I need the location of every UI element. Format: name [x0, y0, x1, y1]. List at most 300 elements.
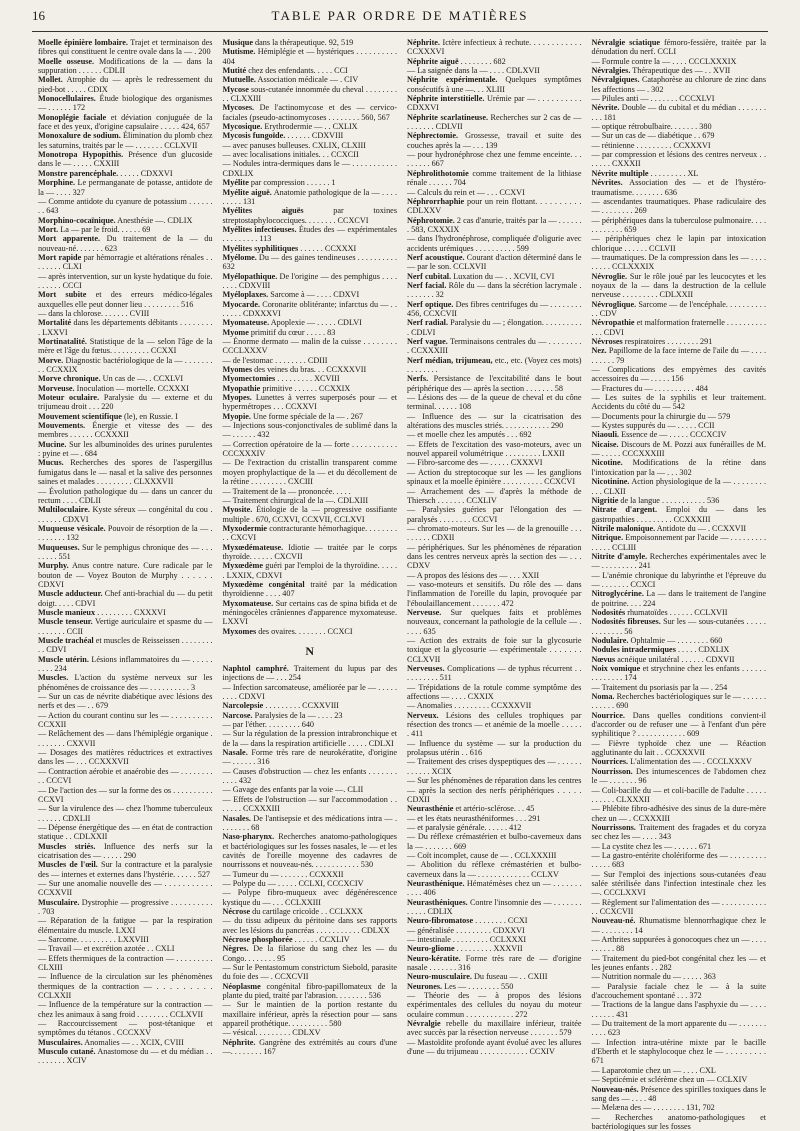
entry-text: Lésions des cellules trophiques par résection des troncs — et anémie de la moelle . . . . . . 411 — [407, 710, 582, 739]
entry-text: acnéique unilatéral . . . . . . CDXVII — [615, 654, 735, 664]
entry-text: par hémorragie et altérations rénales . . . . . . . . CLXI — [38, 252, 213, 272]
entry-text: — Infection intra-utérine mixte par le bacille d'Eberth et le staphylocoque chez le — . . . . . . . . . 671 — [591, 1037, 766, 1066]
entry-text: — Laparotomie chez un — . . . . CXL — [591, 1065, 716, 1075]
entry-text: Contre l'insomnie des — . . . . . . . . . . . . CDLIX — [407, 897, 582, 916]
entry-text: — Melæna des — . . . . . . . . 131, 702 — [591, 1103, 715, 1113]
entry-headword: Nerf acoustique. — [407, 252, 465, 262]
index-entry — [592, 169, 767, 178]
index-entry — [592, 300, 767, 319]
entry-headword: Mucus. — [38, 458, 64, 468]
entry-headword: Musculo cutané. — [38, 1047, 96, 1057]
entry-text: (le), en Russie. I — [121, 411, 178, 421]
entry-headword: Mutuelle. — [222, 75, 256, 85]
index-entry — [38, 169, 213, 178]
entry-headword: Muscles de l'œil. — [38, 860, 98, 870]
index-entry — [38, 57, 213, 76]
entry-text: Recherches bactériologiques sur le — . . . . . . . . . . . . 690 — [591, 692, 766, 711]
entry-text: Des intumescences de l'abdomen chez le — . . . . . . . 96 — [591, 766, 766, 786]
index-entry — [38, 860, 213, 879]
index-entry — [38, 318, 213, 337]
entry-headword: Monstre parencéphale. — [38, 168, 119, 178]
entry-text: Apoplexie — . . . . . CDLVI — [269, 318, 362, 328]
entry-text: — Traitement de la — prononcée. . . . . — [222, 486, 351, 496]
entry-text: — Du traitement de la mort apparente du — . . . . . . . . . . . 623 — [591, 1019, 766, 1038]
index-entry — [592, 122, 767, 131]
entry-text: — Mastoïdite profonde ayant évolué avec les allures d'une — du trijumeau . . . . . . . . . . . . CCXIV — [407, 1037, 582, 1057]
entry-text: De la filariose du sang chez les — du Congo. . . . . . . . 95 — [222, 944, 397, 963]
index-entry — [38, 1019, 213, 1038]
index-entry — [223, 487, 398, 496]
index-entry — [407, 113, 582, 132]
entry-text: — Sarcome. . . . . . . . . . LXXVIII — [38, 935, 149, 944]
entry-headword: Névropathie — [591, 318, 635, 328]
index-entry — [38, 786, 213, 805]
entry-text: Étude biologique des organismes — . . . . . . 172 — [38, 94, 213, 113]
entry-text: — Influence du système — sur la production du prolapsus utérin . . 616 — [407, 738, 582, 758]
entry-headword: Nécrose phosphorée — [222, 934, 293, 944]
index-entry — [38, 234, 213, 253]
entry-headword: Nicaise. — [591, 439, 619, 449]
index-entry — [38, 356, 213, 375]
entry-headword: Neurones. — [407, 981, 443, 991]
index-entry — [592, 851, 767, 870]
index-entry — [223, 85, 398, 104]
entry-text: . . . . . CDXXVI — [118, 168, 173, 178]
entry-text: — avec panuses bulleuses. CXLIX, CLXIII — [222, 140, 366, 150]
entry-headword: Nasale. — [222, 748, 248, 758]
entry-headword: Myxodermie — [222, 523, 268, 533]
entry-headword: Névroglique. — [591, 299, 637, 309]
index-entry — [592, 655, 767, 664]
entry-headword: Névralgie sciatique — [591, 38, 661, 47]
entry-headword: Mutité — [222, 66, 247, 76]
index-entry — [223, 907, 398, 916]
entry-headword: Névroglie. — [591, 271, 628, 281]
entry-text: — La cystite chez les — . . . . . . 671 — [591, 841, 712, 851]
index-entry — [38, 337, 213, 356]
entry-text: Du traitement de la — du nouveau-né. . . . . . . 623 — [38, 234, 213, 253]
entry-text: respiratoires . . . . . . . . 291 — [622, 337, 713, 346]
index-entry — [223, 272, 398, 291]
entry-headword: Myélite aiguë. — [222, 187, 272, 197]
entry-text: Inoculation — mortelle. CCXXXI — [74, 383, 189, 393]
index-entry — [38, 561, 213, 589]
entry-text: — Sur un cas de — diabétique . . 679 — [591, 131, 715, 141]
entry-text: Statistique de la — selon l'âge de la mère et l'âge du fœtus. . . . . . . . . . CCXXI — [38, 337, 213, 356]
entry-text: — Injections sous-conjonctivales de sublimé dans la — . . . . . . 432 — [222, 421, 397, 440]
entry-text: Association des — et de l'hystéro-traumatisme. . . . . . . . 636 — [591, 178, 766, 197]
entry-headword: Musculaires. — [38, 1037, 83, 1047]
entry-text: — Action du streptocoque sur les — les ganglions spinaux et la moelle épinière . . . . . . . . . . CCXCVI — [407, 467, 582, 487]
entry-text: Dystrophie — progressive . . . . . . . . . . . 703 — [38, 897, 213, 916]
index-entry — [592, 898, 767, 917]
index-entry — [407, 524, 582, 543]
index-entry — [592, 683, 767, 692]
entry-text: La — par le froid. . . . . . 69 — [58, 224, 151, 234]
index-entry — [38, 916, 213, 935]
index-entry — [223, 748, 398, 767]
index-entry — [407, 926, 582, 935]
entry-headword: Néphrite expérimentale. — [407, 75, 498, 85]
entry-headword: Névralgiques. — [591, 75, 640, 85]
index-entry — [592, 477, 767, 496]
entry-text: — du tissu adipeux du péritoine dans ses rapports avec les lésions du pancréas . . . . . . . . . . . CDLXX — [222, 916, 397, 935]
entry-text: sous-cutanée innommée du cheval . . . . . . . . . . CLXXIII — [222, 84, 397, 104]
entry-text: etc., etc. (Voyez ces mots) . . . . . . . . — [407, 355, 582, 375]
entry-headword: Multiloculaire. — [38, 505, 90, 515]
index-entry — [38, 178, 213, 197]
header-rule — [32, 31, 768, 32]
entry-text: guéri par l'emploi de la thyroïdine. . . . . . LXXIX, CDXVI — [222, 561, 397, 580]
entry-text: — Correction opératoire de la — forte . . . . . . . . . . . CCCXXXIV — [222, 439, 397, 459]
index-entry — [38, 1038, 213, 1047]
index-entry — [592, 982, 767, 1001]
entry-text: — optique rétrobulbaire. . . . . . . 380 — [591, 122, 712, 132]
page-title: TABLE PAR ORDRE DE MATIÈRES — [271, 8, 529, 23]
index-entry — [223, 337, 398, 356]
index-entry — [407, 991, 582, 1019]
index-entry — [38, 374, 213, 383]
index-entry — [223, 38, 398, 47]
entry-text: Hématémèses chez un — . . . . . . . . . . . 406 — [407, 878, 582, 898]
index-entry — [407, 412, 582, 431]
entry-text: — par l'éther. . . . . . . . . 640 — [222, 720, 315, 730]
index-columns — [38, 38, 767, 1131]
entry-text: — Paralysie faciale chez le — à la suite d'accouchement spontané . . . 372 — [591, 981, 766, 1001]
index-entry — [592, 178, 767, 197]
index-entry — [223, 318, 398, 327]
index-entry — [223, 393, 398, 412]
entry-text: — Calculs du rein et — . . . CCXVI — [407, 187, 525, 197]
index-entry — [407, 898, 582, 917]
entry-text: — Phlébite fibro-adhésive des sinus de la dure-mère chez un — . CCXXXIII — [591, 804, 766, 823]
index-entry — [38, 935, 213, 944]
index-entry — [38, 1047, 213, 1066]
entry-text: Erythrodermie — . . CXLIX — [262, 122, 358, 132]
entry-text: Recherches expérimentales avec le — . . . . . . . . . 241 — [591, 551, 766, 571]
index-entry — [223, 412, 398, 421]
index-entry — [407, 458, 582, 467]
index-entry — [592, 197, 767, 216]
entry-text: — après intervention, sur un kyste hydatique du foie. . . . . . . CCCI — [38, 271, 213, 290]
entry-text: Chef anti-brachial du — du petit doigt. . . . . CDVI — [38, 589, 213, 608]
entry-headword: Murphy. — [38, 561, 69, 571]
entry-headword: Myélites aiguës — [222, 206, 304, 216]
entry-text: Sur la contracture et la paralysie des — internes et externes dans l'hystérie. . . . . . 527 — [38, 860, 213, 879]
entry-text: congénital fibro-papillomateux de la plante du pied, traité par l'abrasion. . . . . . . . 536 — [222, 981, 397, 1001]
entry-headword: Nègres. — [222, 944, 249, 954]
entry-text: Grossesse, travail et suite des couches après la — . . . 139 — [407, 131, 582, 150]
entry-headword: Nœvus — [591, 654, 616, 664]
entry-text: Sur le pemphigus chronique des — . . . . . . . . 551 — [38, 542, 213, 561]
entry-headword: Néphrotomie. — [407, 215, 455, 225]
index-entry — [592, 346, 767, 365]
entry-text: — périphériques. Sur les phénomènes de réparation dans les centres nerveux après la section des — . . . CDXV — [407, 542, 582, 571]
entry-headword: Névralgie — [407, 1019, 441, 1029]
index-entry — [407, 253, 582, 272]
entry-text: — De l'extraction du cristallin transparent comme moyen prophylactique de la — et du décollement de la rétine . . . . . . . . . CXCIII — [222, 458, 397, 487]
entry-text: — et moelle chez les amputés . . . 692 — [407, 430, 532, 440]
index-entry — [223, 916, 398, 935]
entry-text: — Sur les phénomènes de réparation dans les centres — après la section des nerfs périphériques . . . . . CDXII — [407, 776, 582, 804]
entry-text: Pouvoir de résorption de la — . . . . . . . . 132 — [38, 523, 213, 543]
entry-text: et strychnine chez les enfants . . . . . . . . . . . . . . 174 — [591, 664, 767, 683]
index-entry — [407, 281, 582, 300]
entry-headword: Moelle épinière lombaire. — [38, 38, 128, 47]
entry-text: — avec localisations initiales. . . CCXCII — [222, 150, 359, 160]
index-entry — [592, 1113, 767, 1131]
entry-text: — Coït incomplet, cause de — . CCLXXXIII — [407, 850, 557, 860]
index-entry — [38, 412, 213, 421]
entry-headword: Nourrisson. — [591, 766, 633, 776]
index-entry — [407, 739, 582, 758]
entry-text: — Les suites de la syphilis et leur traitement. Accidents du côté du — 542 — [591, 393, 766, 412]
entry-text: — Trépidations de la rotule comme symptôme des affections — . . . . CXXIX — [407, 682, 582, 702]
entry-text: Du — des gaines tendineuses . . . . . . . . . . 632 — [222, 252, 397, 272]
entry-text: — et paralysie générale. . . . . . 412 — [407, 822, 522, 832]
entry-headword: Muscle adducteur. — [38, 589, 103, 599]
entry-text: Le permanganate de potasse, antidote de la — . . . . 327 — [38, 178, 213, 197]
index-entry — [592, 216, 767, 235]
entry-text: — Coli-bacille du — et coli-bacille de l'adulte . . . . . . . . . . . CLXXXII — [591, 785, 766, 804]
entry-text: — Arrachement des — d'après la méthode de Thiersch . . . . . . . CCXLIV — [407, 486, 582, 505]
entry-headword: Myocarde. — [222, 299, 261, 309]
index-entry — [592, 636, 767, 645]
index-entry — [223, 935, 398, 944]
index-entry — [407, 916, 582, 925]
index-entry — [223, 253, 398, 272]
index-entry — [223, 870, 398, 879]
entry-text: rhumatoïdes . . . . . . CCLXVII — [625, 607, 728, 617]
entry-headword: Nerf médian, trijumeau, — [407, 355, 493, 365]
index-entry — [38, 253, 213, 272]
index-entry — [592, 131, 767, 140]
index-entry — [592, 1000, 767, 1019]
entry-headword: Morve chronique. — [38, 374, 101, 384]
index-entry — [223, 384, 398, 393]
index-entry — [38, 458, 213, 486]
index-entry — [592, 421, 767, 430]
entry-text: — Complications des empyèmes des cavités accessoires du — . . . . . 156 — [591, 365, 766, 384]
entry-headword: Nitrile malonique. — [591, 523, 656, 533]
entry-headword: Morphine. — [38, 178, 76, 188]
index-entry — [592, 786, 767, 805]
entry-headword: Monotropa Hypopithis. — [38, 150, 124, 160]
entry-text: — Septicémie et sclérème chez un — CCLXIV — [591, 1075, 748, 1085]
index-entry — [38, 543, 213, 562]
entry-text: . . . . . . . . . XXXVII — [454, 944, 523, 954]
index-entry — [407, 300, 582, 319]
entry-headword: Myélites infectieuses. — [222, 224, 297, 234]
entry-headword: Neurasthénique. — [407, 878, 465, 888]
entry-text: — Énorme dermato — malin de la cuisse . . . . . . . . CCCLXXXV — [222, 337, 397, 356]
entry-text: Discours de M. Pozzi aux funérailles de M. — . . . . . CCCXXXIII — [591, 439, 766, 459]
entry-text: — dans la chlorose. . . . . . . CVIII — [38, 308, 150, 318]
entry-headword: Myxomes — [222, 626, 257, 636]
index-entry — [592, 664, 767, 683]
index-entry — [223, 328, 398, 337]
index-entry — [592, 75, 767, 94]
entry-headword: Myopes. — [222, 393, 252, 403]
entry-headword: Moelle osseuse. — [38, 56, 95, 66]
entry-headword: Néphrolithotomie — [407, 168, 469, 178]
entry-text: pour un rein flottant. . . . . . . . . . CDLXXV — [407, 196, 582, 216]
entry-text: Étiologie de la — progressive ossifiante multiple . 670, CCXVI, CCXVII, CCLXVI — [222, 505, 397, 524]
entry-headword: Nerf facial. — [407, 280, 447, 290]
entry-headword: Névroses — [591, 337, 623, 346]
index-entry — [407, 337, 582, 356]
entry-text: . . . . . . CCXLIV — [292, 934, 350, 944]
entry-text: — Sur le maintien de la portion restante du maxillaire inférieur, après la résection pour — sans appareil prothétique. . . . . . . . . . 580 — [222, 1000, 397, 1029]
index-entry — [592, 393, 767, 412]
entry-text: — généralisée . . . . . . . . . CDXXVI — [407, 925, 525, 935]
index-entry — [407, 935, 582, 944]
entry-text: Anesthésie —. CDLIX — [115, 215, 193, 225]
index-entry — [38, 636, 213, 655]
entry-headword: Myélome. — [222, 252, 257, 262]
entry-text: Ictère infectieux à rechute. . . . . . . . . . . . CCXXXVI — [407, 38, 582, 57]
index-entry — [38, 505, 213, 524]
entry-text: — Travail — et excrétion azotée . . CXLI — [38, 944, 175, 954]
index-entry — [223, 767, 398, 786]
entry-headword: Monocellulaires. — [38, 94, 96, 104]
index-entry — [38, 216, 213, 225]
index-entry — [592, 253, 767, 272]
index-entry — [407, 814, 582, 823]
entry-text: — Fractures du — . . . . . . . . . . 484 — [591, 383, 708, 393]
index-entry — [38, 608, 213, 617]
entry-text: . . . . . . CCXXXI — [298, 243, 357, 253]
entry-text: Présence des spirilles toxiques dans le sang des — . . . . 48 — [591, 1084, 766, 1103]
index-entry — [407, 683, 582, 702]
index-entry — [223, 1028, 398, 1037]
entry-text: — Sur le Pentastomum constrictum Siebold, parasite du foie des — . CCXCVII — [222, 963, 397, 982]
entry-headword: Narcose. — [222, 710, 253, 720]
index-entry — [223, 701, 398, 710]
index-entry — [592, 767, 767, 786]
index-entry — [592, 1085, 767, 1104]
entry-headword: Nicotine. — [591, 458, 623, 468]
index-entry — [592, 1038, 767, 1066]
entry-headword: Muscle manieux — [38, 607, 96, 617]
index-entry — [592, 1019, 767, 1038]
entry-text: par toxines streptostaphylococciques. . . . . . . . CCXCVI — [222, 206, 398, 225]
entry-headword: Névralgies. — [591, 66, 631, 76]
index-entry — [592, 337, 767, 346]
index-entry — [407, 776, 582, 804]
entry-text: Présence d'un glucoside dans le — . . . . . CXXIII — [38, 150, 213, 169]
index-entry — [592, 552, 767, 571]
entry-text: traité par la médication thyroïdienne . . . . 407 — [222, 579, 397, 599]
entry-text: — Formule contre la — . . . . CCCLXXXIX — [591, 56, 737, 66]
index-entry — [38, 748, 213, 767]
entry-text: Influence des nerfs sur la cicatrisation des — . . . . . 290 — [38, 841, 213, 860]
entry-text: et artério-sclérose. . . 45 — [453, 804, 535, 814]
entry-text: Ophtalmie — . . . . . . . . 660 — [628, 636, 723, 645]
index-entry — [407, 216, 582, 235]
entry-headword: Mucine. — [38, 439, 67, 449]
entry-headword: Myxœdémateuse. — [222, 542, 284, 552]
index-entry — [38, 655, 213, 674]
index-entry — [223, 1000, 398, 1028]
entry-headword: Myopathie — [222, 383, 261, 393]
index-entry — [38, 150, 213, 169]
index-entry — [38, 309, 213, 318]
entry-headword: Nerf cubital. — [407, 271, 452, 281]
index-entry — [223, 47, 398, 66]
entry-text: — Polype fibro-muqueux avec dégénérescence kystique du — . . . CCLXXIII — [222, 888, 397, 907]
index-entry — [592, 365, 767, 384]
entry-text: — périphériques chez le lapin par intoxication chlorique . . . . . . CCLVII — [591, 234, 766, 253]
index-entry — [38, 711, 213, 730]
index-entry — [223, 496, 398, 505]
section-letter: N — [305, 644, 315, 658]
index-entry — [592, 589, 767, 608]
entry-text: — La gastro-entérite cholériforme des — . . . . . . . . . . . . . . 683 — [591, 850, 766, 870]
entry-headword: Mort. — [38, 224, 59, 234]
entry-headword: Myopie. — [222, 411, 251, 421]
entry-text: Recherches des spores de l'aspergillus fumigatus dans le — nasal et la salive des personnes saines et malades . . . . . . . . . CLXXXVII — [38, 458, 213, 487]
index-entry — [592, 103, 767, 122]
entry-text: et déviation conjuguée de la face et des yeux, d'origine capsulaire . . . . . 424, 657 — [38, 112, 213, 132]
index-entry — [223, 103, 398, 122]
entry-text: — A propos des lésions des — . . . XXII — [407, 570, 540, 580]
index-entry — [592, 412, 767, 421]
entry-text: et muscles de Reisseissen . . . . . . . . . . CDVI — [38, 636, 213, 655]
entry-text: Idiotie — traitée par le corps thyroïde. . . . . . CXCVII — [222, 542, 397, 561]
index-entry — [38, 440, 213, 459]
entry-text: — Recherches anatomo-pathologiques et bactériologiques sur les fosses — [591, 1112, 766, 1131]
entry-text: — Sur l'emploi des injections sous-cutanées d'eau salée stérilisée dans l'infection intestinale chez les —. CCCLXXVI — [591, 869, 766, 898]
entry-text: Sarcome — de l'encéphale. . . . . . . . . . . . CDV — [591, 299, 766, 318]
entry-headword: Mouvements. — [38, 421, 86, 431]
entry-headword: Mortalité — [38, 318, 72, 328]
index-entry — [223, 122, 398, 131]
entry-headword: Mycosique. — [222, 122, 263, 132]
index-entry — [592, 1103, 767, 1112]
index-entry — [223, 178, 398, 187]
entry-headword: Mycoses. — [222, 103, 255, 113]
entry-text: Sur quelques faits et problèmes nouveaux, concernant la pathologie de la cellule — . . . . . 635 — [407, 607, 582, 636]
index-entry — [592, 94, 767, 103]
index-entry — [223, 664, 398, 683]
entry-text: — Tumeur du — . . . . . . . CCXXXII — [222, 869, 344, 879]
entry-text: et des erreurs médico-légales auxquelles elle peut donner lieu . . . . . . . . . 516 — [38, 290, 213, 309]
entry-headword: Nitrite d'amyle. — [591, 551, 648, 561]
entry-text: . . . . . . . . CCXI — [473, 916, 528, 926]
entry-headword: Nourrissons. — [591, 822, 636, 832]
entry-headword: Morveuse. — [38, 383, 75, 393]
entry-headword: Muscle tenseur. — [38, 617, 93, 627]
entry-text: — Nutrition normale du — . . . . . 363 — [591, 972, 716, 982]
index-entry — [223, 225, 398, 244]
entry-text: Luxation du — . . XCVII, CVI — [451, 271, 555, 281]
entry-text: des veines du bras. . . CCXXXVII — [252, 365, 367, 375]
index-entry — [223, 543, 398, 562]
entry-headword: Naphtol camphré. — [222, 664, 289, 673]
entry-text: — La saignée dans la — . . . . CDLXVII — [407, 66, 540, 76]
index-entry — [38, 617, 213, 636]
entry-text: — Paralysies guéries par l'élongation des — paralysés . . . . . . . . CCCVI — [407, 505, 582, 524]
entry-headword: Mutisme. — [222, 47, 256, 57]
index-entry — [592, 645, 767, 654]
entry-text: Élimination du plomb chez les saturnins, traités par le — . . . . . . . CCLXVII — [38, 131, 213, 150]
index-entry — [592, 1075, 767, 1084]
entry-headword: Niaouli. — [591, 430, 620, 440]
entry-text: Un cas de —. . CCXLVI — [100, 374, 184, 384]
index-entry — [38, 197, 213, 216]
index-column — [591, 38, 767, 1131]
